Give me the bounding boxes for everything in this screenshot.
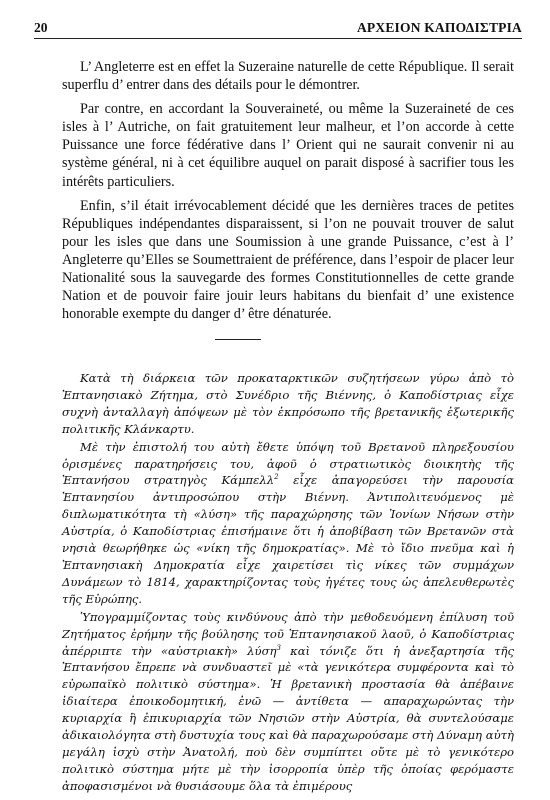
greek-text: Μὲ τὴν ἐπιστολή του αὐτὴ ἔθετε ὑπόψη τοῦ Βρετανοῦ πληρεξουσίου ὁρισμένες παρατηρήσεις του, ἀφοῦ ὁ στρατιωτικὸς διοικητὴς τῆς Ἑπτανήσου στρατηγὸς Κάμπελλ <box>62 439 514 488</box>
french-paragraph: Par contre, en accordant la Souveraineté, ou même la Suzeraineté de ces isles à l’ Autriche, on fait gratuitement leur malheur, et l’on accorde à cette Puissance une force fédérative dans l’ Orient qui ne saurait convenir ni au système général, ni à cet équilibre auquel on parait disposé à sacrifier tous les intérêts particuliers. <box>62 101 514 190</box>
greek-text: Ὑπογραμμίζοντας τοὺς κινδύνους ἀπὸ τὴν μεθοδευόμενη ἐπίλυση τοῦ Ζητήματος ἐρήμην τῆς βούλησης τοῦ Ἑπτανησιακοῦ λαοῦ, ὁ Καποδίστριας ἀπέρριπτε τὴν «αὐστριακὴ» λύση <box>62 609 514 658</box>
footnote-marker: 3 <box>276 643 281 652</box>
header-rule <box>34 38 522 39</box>
greek-paragraph <box>62 439 514 608</box>
greek-paragraph: Κατὰ τὴ διάρκεια τῶν προκαταρκτικῶν συζητήσεων γύρω ἀπὸ τὸ Ἑπτανησιακὸ Ζήτημα, στὸ Συνέδριο τῆς Βιέννης, ὁ Καποδίστριας εἶχε συχνὴ ἀνταλλαγὴ ἀπόψεων μὲ τὸν ἐκπρόσωπο τῆς βρετανικῆς ἐξωτερικῆς πολιτικῆς Κλάνκαρτυ. <box>62 371 514 436</box>
section-divider <box>215 339 261 340</box>
greek-text: καὶ τόνιζε ὅτι ἡ ἀνεξαρτησία τῆς Ἑπτανήσου ἔπρεπε νὰ συνδυαστεῖ μὲ «τὰ γενικότερα συμφέροντα καὶ τὸ εὐρωπαϊκὸ πολιτικὸ σύστημα». Ἡ βρετανικὴ προστασία θὰ ἀπέβαινε ἰδιαίτερα ἐποικοδομητική, ἐνῶ — ἀντίθετα — απαραχωρώντας τὴν κυριαρχία ἢ ἐπικυριαρχία τῶν Νησιῶν στὴν Αὐστρία, θὰ συντελούσαμε ἀδικαιολόγητα στὴ δυστυχία τους καὶ θὰ παραχωρούσαμε στὴ Δύναμη αὐτὴ μεγάλη ἰσχὺ στὴν Ἀνατολή, ποὺ δὲν συμπίπτει οὔτε μὲ τὸ γενικότερο πολιτικὸ σύστημα μήτε μὲ τὴν ἰσορροπία ὑπὲρ τῆς ὁποίας φερόμαστε ἀποφασισμένοι νὰ θυσιάσουμε ὅλα τὰ ἐπιμέρους <box>62 643 514 793</box>
page-number: 20 <box>34 20 48 35</box>
page-header <box>34 18 522 40</box>
greek-text: εἶχε ἀπαγορεύσει τὴν παρουσία Ἑπτανησίου ἀντιπροσώπου στὴν Βιέννη. Ἀντιπολιτευόμενος μὲ διπλωματικότητα τὴ «λύση» τῆς παραχώρησης τῶν Ἰονίων Νήσων στὴν Αὐστρία, ὁ Καποδίστριας ἐπισήμαινε ὅτι ἡ ἀποβίβαση τῶν Βρετανῶν στὰ νησιὰ θεωρήθηκε ὡς «νίκη τῆς δημοκρατίας». Μὲ τὸ ἴδιο πνεῦμα καὶ ἡ Ἑπτανησιακὴ Δημοκρατία εἶχε χαιρετίσει τὶς νίκες τῶν συμμάχων Δυνάμεων τὸ 1814, χαρακτηρίζοντας τοὺς ἡγέτες τους ὡς ἀπελευθερωτὲς τῆς Εὐρώπης. <box>62 473 514 606</box>
footnote-marker: 2 <box>274 473 279 482</box>
french-paragraph: L’ Angleterre est en effet la Suzeraine naturelle de cette République. Il serait superflu d’ entrer dans des détails pour le démontrer. <box>62 59 514 94</box>
french-quotation <box>62 58 514 323</box>
greek-paragraph <box>62 609 514 795</box>
french-paragraph: Enfin, s’il était irrévocablement décidé que les dernières traces de petites Républiques indépendantes disparaissent, si l’on ne pouvait trouver de salut pour les isles que dans une Soumission à une grande Puissance, c’est à l’ Angleterre qu’Elles se Soumettraient de préférence, dans l’espoir de placer leur Nationalité sous la sauvegarde des formes Constitutionnelles de cette grande Nation et de pouvoir faire jouir leurs habitans du bienfait d’ une existence honorable exempte du danger d’ être dénaturée. <box>62 197 514 323</box>
greek-commentary <box>62 370 514 795</box>
running-title: ΑΡΧΕΙΟΝ ΚΑΠΟΔΙΣΤΡΙΑ <box>356 20 522 35</box>
